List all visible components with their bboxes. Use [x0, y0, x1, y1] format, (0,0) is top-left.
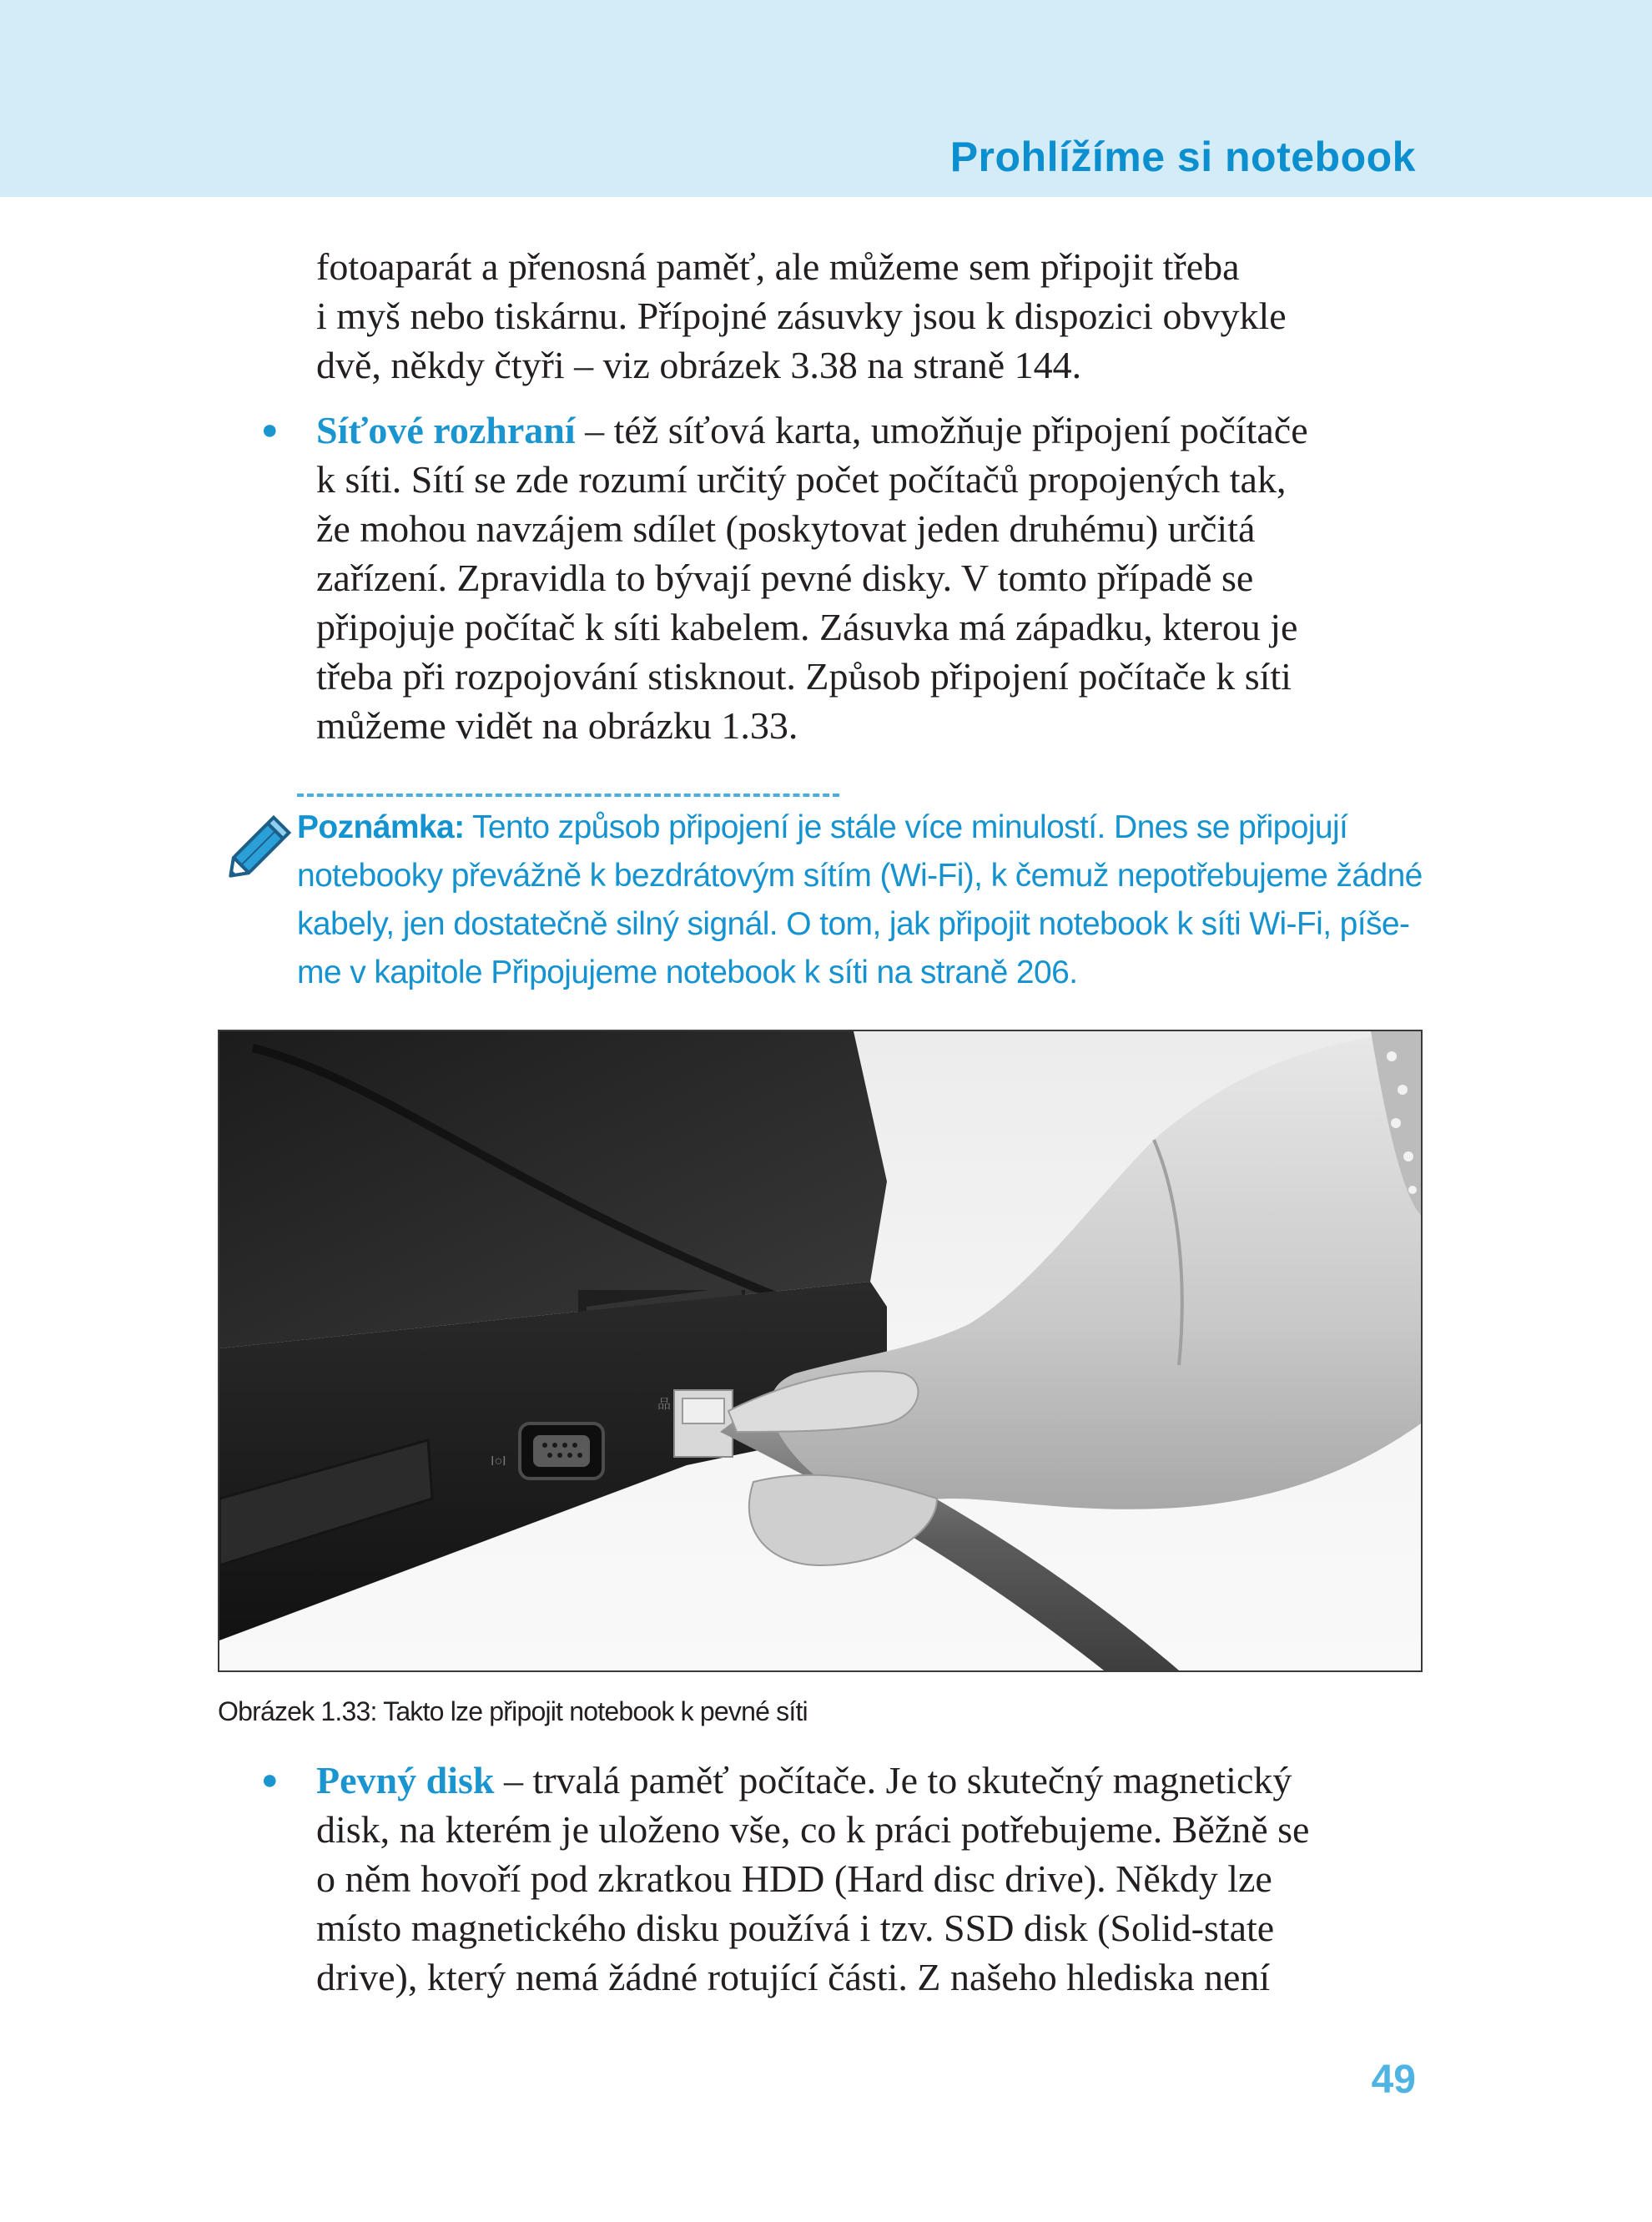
text-line — [316, 406, 1421, 455]
figure-photo — [218, 1030, 1423, 1672]
text-fragment: Tento způsob připojení je stále více minulostí. Dnes se připojují — [464, 809, 1348, 845]
text-line: zařízení. Zpravidla to bývají pevné disky. V tomto případě se — [316, 557, 1254, 599]
text-line: třeba při rozpojování stisknout. Způsob připojení počítače k síti — [316, 655, 1292, 698]
laptop-network-photo — [219, 1031, 1421, 1670]
running-head: Prohlížíme si notebook — [949, 134, 1416, 180]
figure-caption: Obrázek 1.33: Takto lze připojit notebook k pevné síti — [218, 1696, 808, 1726]
text-line — [297, 804, 1423, 852]
text-line: i myš nebo tiskárnu. Přípojné zásuvky jsou k dispozici obvykle — [316, 295, 1287, 337]
text-line: místo magnetického disku používá i tzv. SSD disk (Solid-state — [316, 1907, 1275, 1949]
page-number: 49 — [1371, 2058, 1416, 2102]
paragraph-continued — [316, 242, 1421, 390]
text-fragment: – též síťová karta, umožňuje připojení počítače — [575, 409, 1308, 451]
svg-text:品: 品 — [657, 1398, 672, 1412]
note-label: Poznámka: — [297, 809, 465, 845]
note-text — [297, 804, 1423, 997]
bullet-hard-disk — [261, 1756, 1421, 2002]
text-line — [316, 1756, 1421, 1805]
term-network-interface: Síťové rozhraní — [316, 409, 576, 451]
text-line: drive), který nemá žádné rotující části. Z našeho hlediska není — [316, 1956, 1271, 1998]
text-line: můžeme vidět na obrázku 1.33. — [316, 704, 798, 747]
term-hard-disk: Pevný disk — [316, 1759, 495, 1801]
bullet-icon: ● — [261, 415, 279, 446]
pencil-icon — [215, 803, 304, 891]
text-line: fotoaparát a přenosná paměť, ale můžeme sem připojit třeba — [316, 245, 1240, 288]
text-line: me v kapitole Připojujeme notebook k síti na straně 206. — [297, 955, 1078, 990]
text-line: o něm hovoří pod zkratkou HDD (Hard disc drive). Někdy lze — [316, 1857, 1272, 1900]
text-line: dvě, někdy čtyři – viz obrázek 3.38 na straně 144. — [316, 344, 1082, 386]
svg-text:I○I: I○I — [491, 1454, 506, 1469]
bullet-icon: ● — [261, 1765, 279, 1796]
text-line: kabely, jen dostatečně silný signál. O tom, jak připojit notebook k síti Wi-Fi, píše- — [297, 906, 1410, 942]
bullet-network-interface — [261, 406, 1421, 750]
text-line: k síti. Sítí se zde rozumí určitý počet počítačů propojených tak, — [316, 458, 1287, 501]
text-line: že mohou navzájem sdílet (poskytovat jeden druhému) určitá — [316, 507, 1256, 550]
text-line: notebooky převážně k bezdrátovým sítím (Wi-Fi), k čemuž nepotřebujeme žádné — [297, 858, 1423, 894]
text-line: disk, na kterém je uloženo vše, co k práci potřebujeme. Běžně se — [316, 1808, 1310, 1851]
text-line: připojuje počítač k síti kabelem. Zásuvka má západku, kterou je — [316, 606, 1298, 648]
text-fragment: – trvalá paměť počítače. Je to skutečný magnetický — [494, 1759, 1292, 1801]
note-divider — [297, 794, 839, 797]
